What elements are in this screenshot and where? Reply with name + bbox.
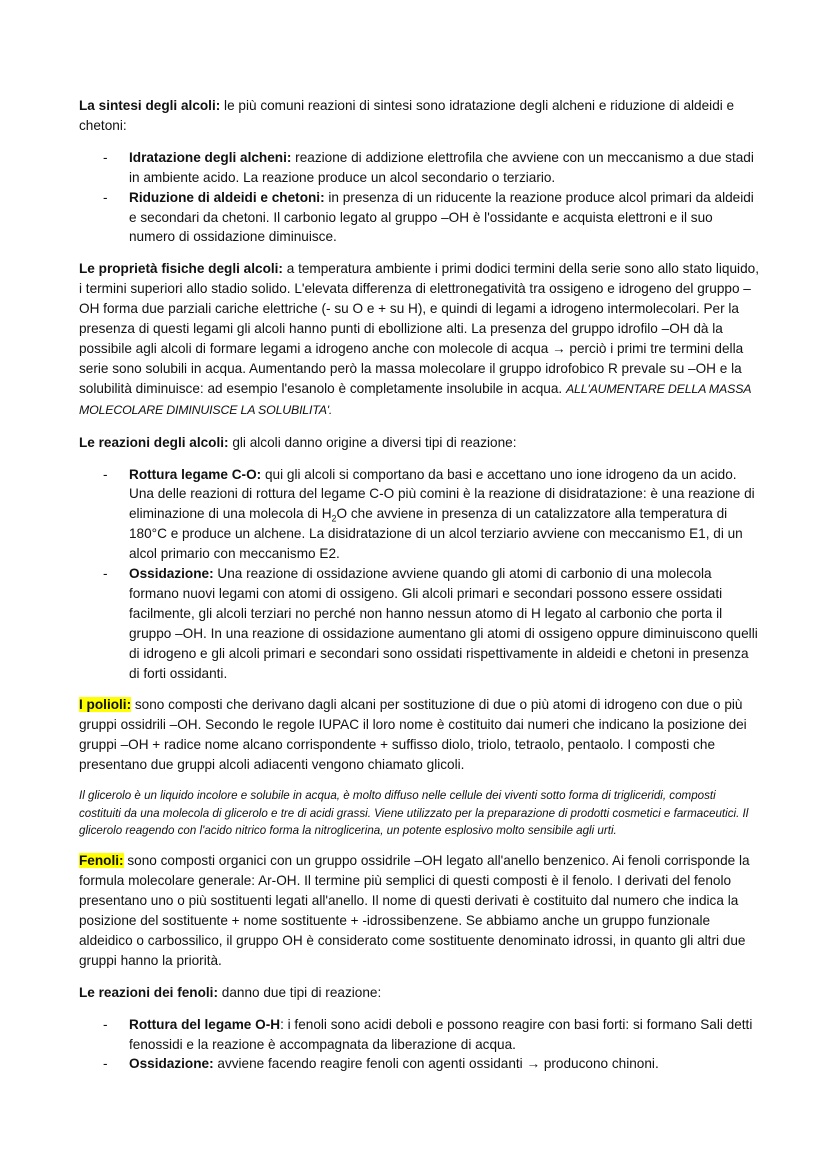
reazioni-alcoli-text: gli alcoli danno origine a diversi tipi di reazione: bbox=[228, 434, 517, 450]
fenoli-heading: Fenoli: bbox=[79, 853, 124, 869]
list-item-text: avviene facendo reagire fenoli con agenti ossidanti → producono chinoni. bbox=[213, 1056, 659, 1072]
polioli-heading: I polioli: bbox=[79, 697, 132, 713]
reazioni-fenoli-heading: Le reazioni dei fenoli: bbox=[79, 984, 218, 1000]
document-page bbox=[79, 96, 759, 1086]
fenoli-text: sono composti organici con un gruppo ossidrile –OH legato all'anello benzenico. Ai fenoli corrisponde la formula molecolare generale: Ar-OH. Il termine più semplici di questi composti è il fenolo. I derivati del fenolo presentano uno o più sostituenti legati all'anello. Il nome di questi derivati è costituito dal numero che indica la posizione del sostituente + nome sostituente + -idrossibenzene. Se abbiamo anche un gruppo funzionale aldeidico o carbossilico, il gruppo OH è considerato come sostituente denominato idrossi, in quanto gli altri due gruppi hanno la priorità. bbox=[79, 853, 750, 968]
list-item bbox=[79, 465, 759, 565]
sintesi-paragraph bbox=[79, 96, 759, 136]
list-item-text: O che avviene in presenza di un catalizzatore alla temperatura di 180°C e produce un alchene. La disidratazione di un alcol terziario avviene con meccanismo E1, di un alcol primario con meccanismo E2. bbox=[129, 506, 743, 562]
subscript: 2 bbox=[331, 514, 337, 525]
glicerolo-note: Il glicerolo è un liquido incolore e solubile in acqua, è molto diffuso nelle cellule dei viventi sotto forma di trigliceridi, composti costituiti da una molecola di glicerolo e tre di acidi grassi. Viene utilizzato per la preparazione di prodotti cosmetici e farmaceutici. Il glicerolo reagendo con l'acido nitrico forma la nitroglicerina, un potente esplosivo molto sensibile agli urti. bbox=[79, 789, 749, 837]
reazioni-fenoli-text: danno due tipi di reazione: bbox=[217, 984, 382, 1000]
list-item bbox=[79, 564, 759, 683]
list-item-text: qui gli alcoli si comportano da basi e accettano uno ione idrogeno da un acido. Una delle reazioni di rottura del legame C-O più comini è la reazione di disidratazione: è una reazione di eliminazione di una molecola di H bbox=[129, 466, 755, 522]
sintesi-list bbox=[79, 148, 759, 248]
proprieta-heading: Le proprietà fisiche degli alcoli: bbox=[79, 261, 283, 277]
list-item-text: reazione di addizione elettrofila che avviene con un meccanismo a due stadi in ambiente acido. La reazione produce un alcol secondario o terziario. bbox=[129, 149, 754, 185]
list-item-title: Ossidazione: bbox=[129, 1056, 214, 1072]
list-item-title: Rottura del legame O-H bbox=[129, 1016, 281, 1032]
polioli-paragraph bbox=[79, 695, 759, 775]
list-item bbox=[79, 188, 759, 248]
list-item-title: Rottura legame C-O: bbox=[129, 466, 262, 482]
proprieta-paragraph bbox=[79, 259, 759, 420]
sintesi-text: le più comuni reazioni di sintesi sono idratazione degli alcheni e riduzione di aldeidi e chetoni: bbox=[79, 98, 735, 133]
list-item-text: Una reazione di ossidazione avviene quando gli atomi di carbonio di una molecola formano nuovi legami con atomi di ossigeno. Gli alcoli primari e secondari possono essere ossidati facilmente, gli alcoli terziari no perché non hanno nessun atomo di H legato al carbonio che porta il gruppo –OH. In una reazione di ossidazione aumentano gli atomi di ossigeno oppure diminuiscono quelli di idrogeno e gli alcoli primari e secondari sono ossidati rispettivamente in aldeidi e chetoni in presenza di forti ossidanti. bbox=[129, 566, 758, 681]
reazioni-alcoli-heading: Le reazioni degli alcoli: bbox=[79, 434, 229, 450]
polioli-text: sono composti che derivano dagli alcani per sostituzione di due o più atomi di idrogeno con due o più gruppi ossidrili –OH. Secondo le regole IUPAC il loro nome è costituito dai numeri che indicano la posizione dei gruppi –OH + radice nome alcano corrispondente + suffisso diolo, triolo, tetraolo, pentaolo. I composti che presentano due gruppi alcoli adiacenti vengono chiamato glicoli. bbox=[79, 697, 747, 773]
list-item-title: Riduzione di aldeidi e chetoni: bbox=[129, 189, 325, 205]
proprieta-text: a temperatura ambiente i primi dodici termini della serie sono allo stato liquido, i termini superiori allo stadio solido. L'elevata differenza di elettronegatività tra ossigeno e idrogeno del gruppo –OH forma due parziali cariche elettriche (- su O e + su H), e quindi di legami a idrogeno intermolecolari. Per la presenza di questi legami gli alcoli hanno punti di ebollizione alti. La presenza del gruppo idrofilo –OH dà la possibile agli alcoli di formare legami a idrogeno anche con molecole di acqua → perciò i primi tre termini della serie sono solubili in acqua. Aumentando però la massa molecolare il gruppo idrofobico R prevale su –OH e la solubilità diminuisce: ad esempio l'esanolo è completamente insolubile in acqua. bbox=[79, 261, 759, 396]
list-item-text: in presenza di un riducente la reazione produce alcol primari da aldeidi e secondari da chetoni. Il carbonio legato al gruppo –OH è l'ossidante e acquista elettroni e il suo numero di ossidazione diminuisce. bbox=[129, 189, 754, 245]
list-item bbox=[79, 1054, 759, 1074]
reazioni-alcoli-paragraph bbox=[79, 433, 759, 453]
list-item-title: Ossidazione: bbox=[129, 566, 214, 582]
list-item bbox=[79, 1015, 759, 1055]
fenoli-paragraph bbox=[79, 851, 759, 970]
sintesi-heading: La sintesi degli alcoli: bbox=[79, 98, 221, 113]
reazioni-fenoli-paragraph bbox=[79, 983, 759, 1003]
reazioni-fenoli-list bbox=[79, 1015, 759, 1075]
list-item-title: Idratazione degli alcheni: bbox=[129, 149, 292, 165]
proprieta-emphasis: ALL'AUMENTARE DELLA MASSA MOLECOLARE DIMINUISCE LA SOLUBILITA'. bbox=[79, 381, 751, 417]
reazioni-alcoli-list bbox=[79, 465, 759, 684]
list-item bbox=[79, 148, 759, 188]
list-item-text: : i fenoli sono acidi deboli e possono reagire con basi forti: si formano Sali detti fenossidi e la reazione è accompagnata da liberazione di acqua. bbox=[129, 1016, 753, 1052]
